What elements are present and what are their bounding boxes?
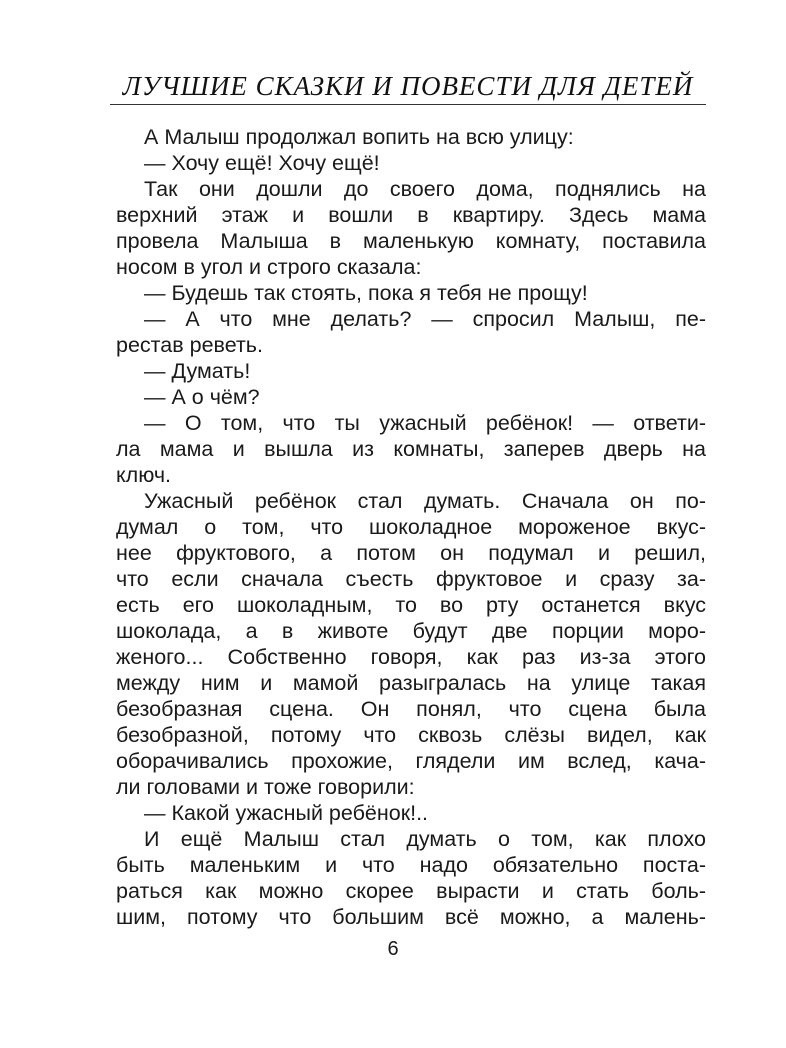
text-line: Ужасный ребёнок стал думать. Сначала он по- (144, 489, 706, 513)
text-line: — Какой ужасный ребёнок!.. (144, 801, 429, 825)
text-line: есть его шоколадным, то во рту останется вкус (116, 593, 706, 617)
body-text (116, 124, 706, 930)
text-line: — А о чём? (144, 385, 260, 409)
text-line: — Думать! (144, 359, 251, 383)
text-line: — Хочу ещё! Хочу ещё! (144, 151, 380, 175)
text-line: — О том, что ты ужасный ребёнок! — ответи- (144, 411, 706, 435)
text-line: быть маленьким и что надо обязательно поста- (116, 853, 706, 877)
text-line: И ещё Малыш стал думать о том, как плохо (144, 827, 706, 851)
text-line: думал о том, что шоколадное мороженое вкус- (116, 515, 706, 539)
header-divider (110, 104, 706, 105)
text-line: между ним и мамой разыгралась на улице такая (116, 671, 706, 695)
text-line: шоколада, а в животе будут две порции моро- (116, 619, 706, 643)
text-line: провела Малыша в маленькую комнату, поставила (116, 229, 706, 253)
text-line: А Малыш продолжал вопить на всю улицу: (144, 125, 574, 149)
text-line: нее фруктового, а потом он подумал и решил, (116, 541, 706, 565)
text-line: рестав реветь. (116, 333, 263, 357)
text-line: безобразной, потому что сквозь слёзы видел, как (116, 723, 706, 747)
text-line: ла мама и вышла из комнаты, заперев дверь на (116, 437, 706, 461)
text-line: женого... Собственно говоря, как раз из-за этого (116, 645, 706, 669)
text-line: что если сначала съесть фруктовое и сразу за- (116, 567, 706, 591)
running-header-title: ЛУЧШИЕ СКАЗКИ И ПОВЕСТИ ДЛЯ ДЕТЕЙ (122, 71, 694, 101)
text-line: шим, потому что большим всё можно, а малень- (116, 905, 706, 929)
text-line: — А что мне делать? — спросил Малыш, пе- (144, 307, 706, 331)
text-line: безобразная сцена. Он понял, что сцена была (116, 697, 706, 721)
text-line: раться как можно скорее вырасти и стать боль- (116, 879, 706, 903)
text-line: Так они дошли до своего дома, поднялись на (144, 177, 706, 201)
text-line: носом в угол и строго сказала: (116, 255, 422, 279)
text-line: верхний этаж и вошли в квартиру. Здесь мама (116, 203, 706, 227)
page-number: 6 (387, 938, 399, 960)
text-line: ли головами и тоже говорили: (116, 775, 415, 799)
text-line: — Будешь так стоять, пока я тебя не прощу! (144, 281, 588, 305)
text-line: ключ. (116, 463, 172, 487)
text-line: оборачивались прохожие, глядели им вслед, кача- (116, 749, 706, 773)
